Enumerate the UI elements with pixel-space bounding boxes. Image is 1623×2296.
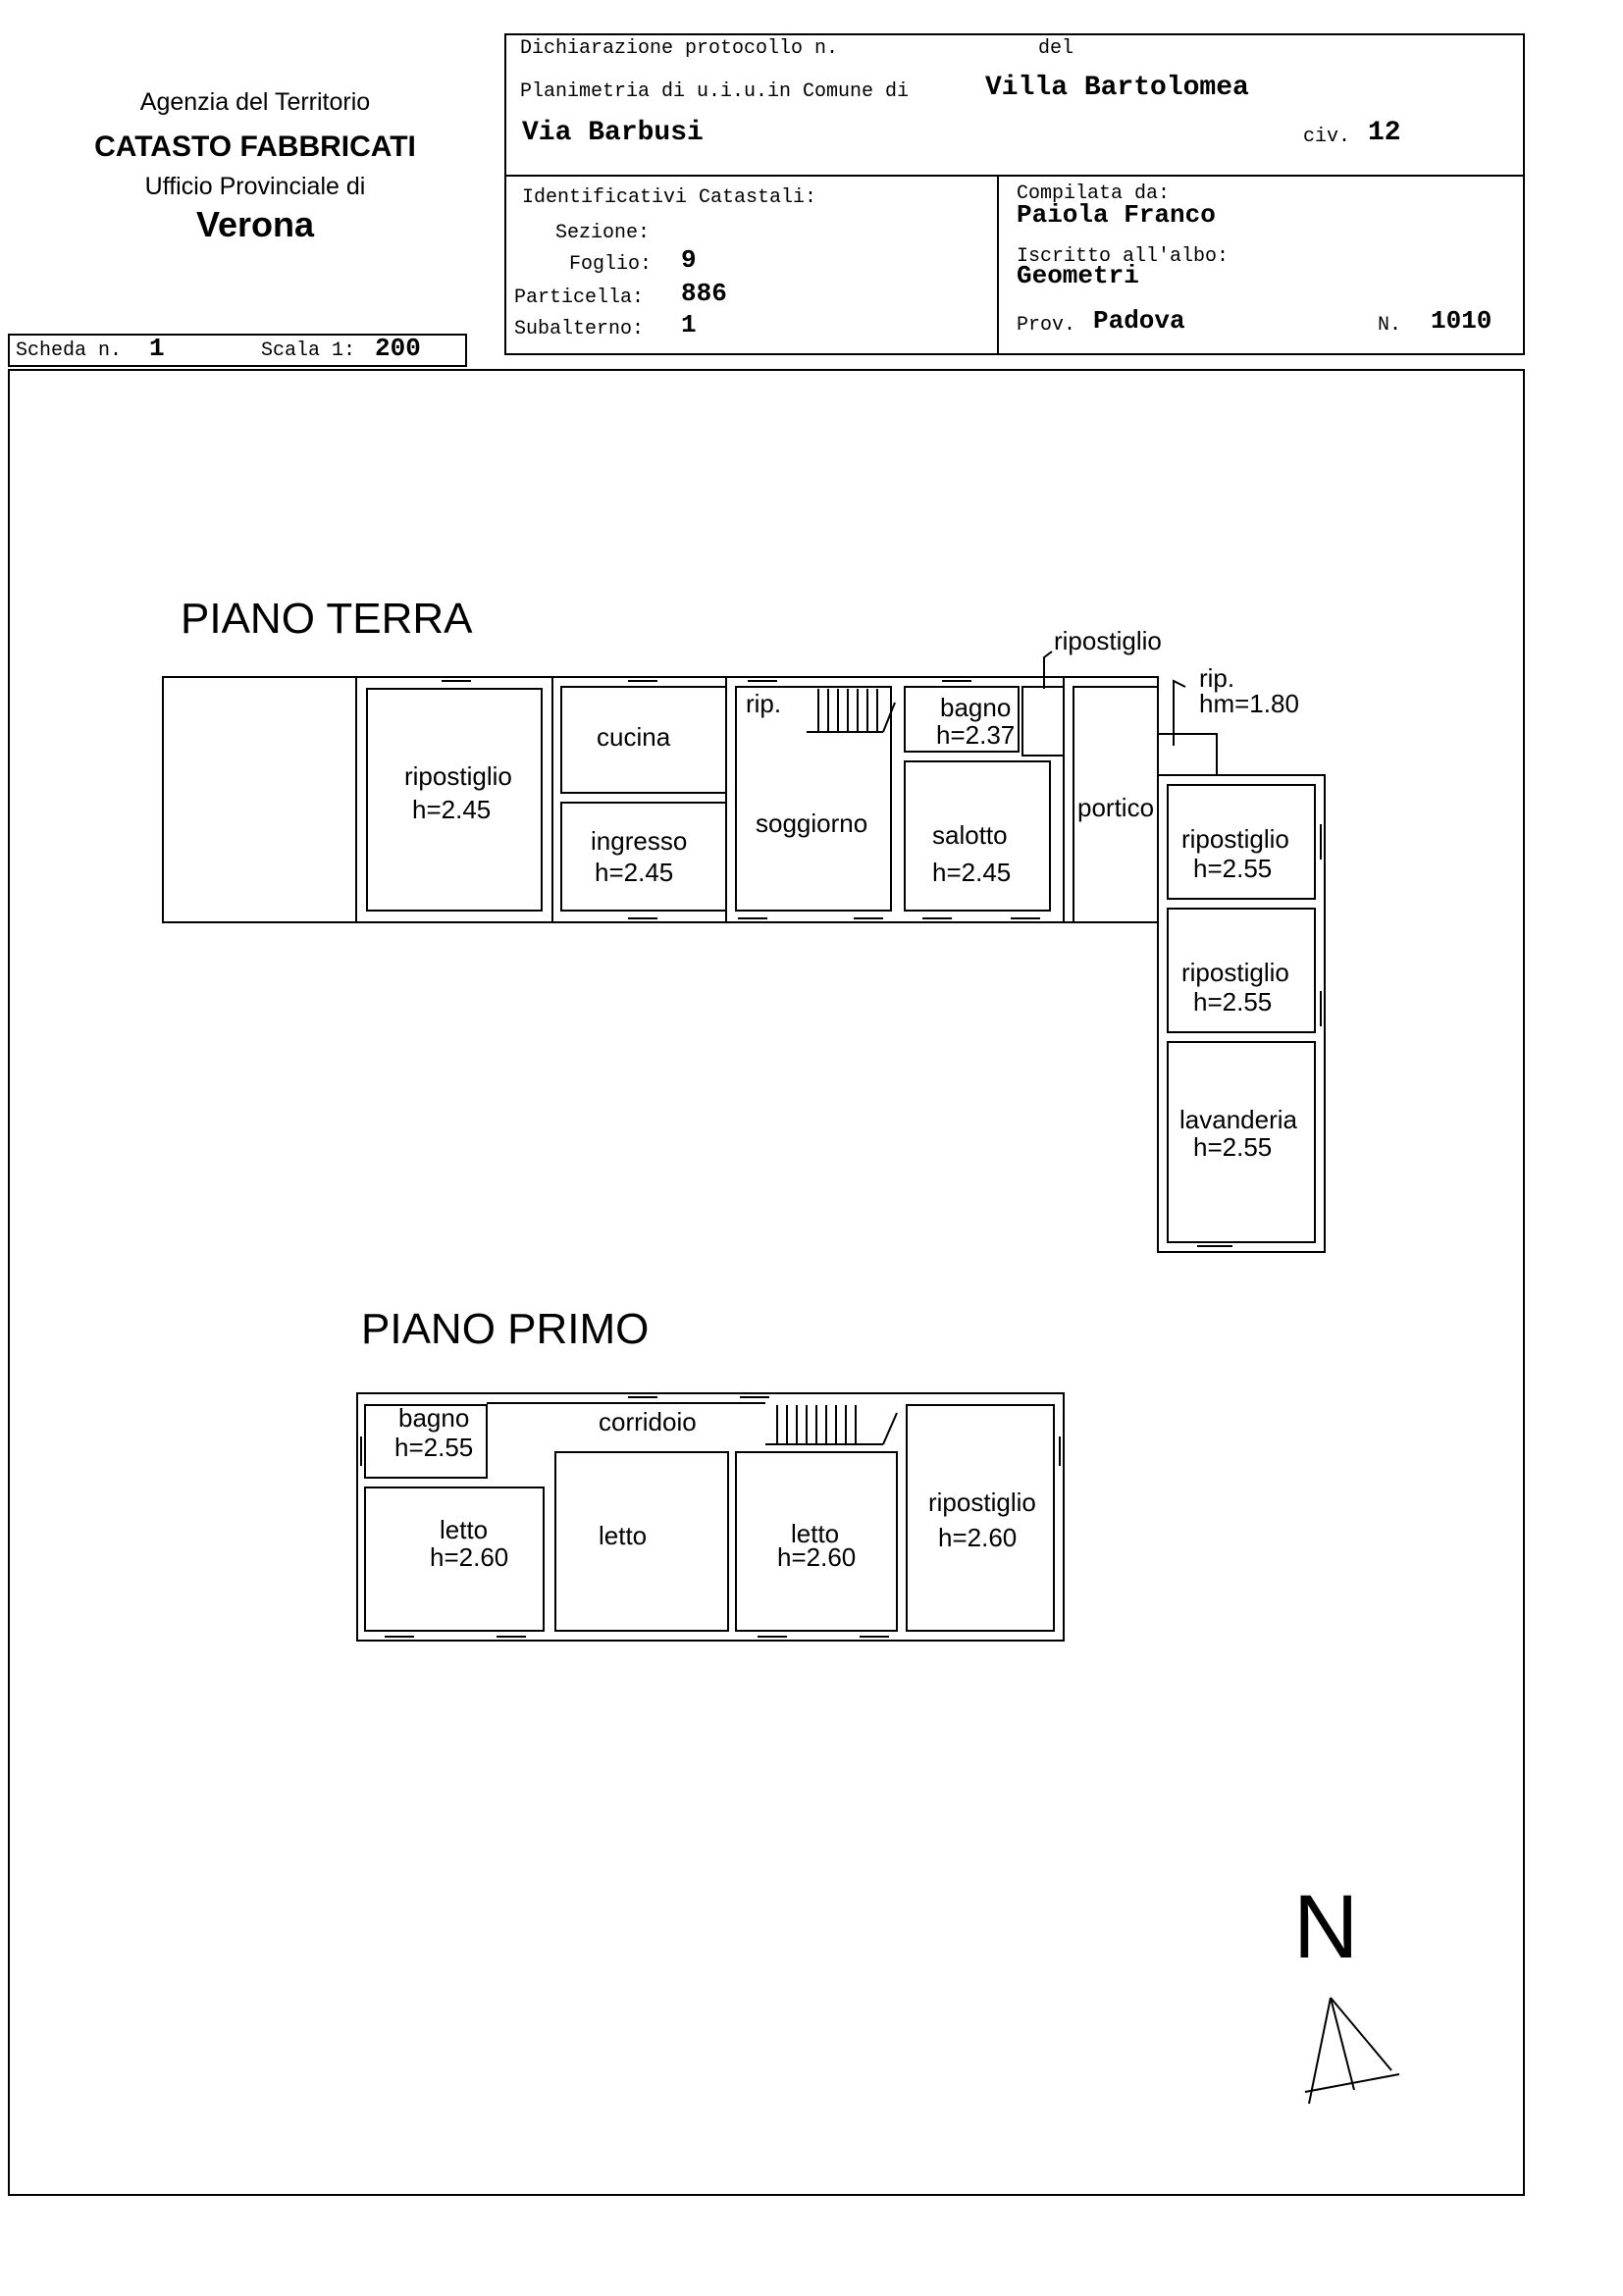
terra-label-rip: rip. xyxy=(746,689,782,718)
sezione-label: Sezione: xyxy=(555,222,651,244)
terra-label-portico: portico xyxy=(1077,793,1155,822)
primo-label-letto-a: letto xyxy=(440,1515,489,1544)
n-value: 1010 xyxy=(1431,306,1492,336)
terra-label-salotto: salotto xyxy=(932,820,1008,850)
terra-label-ingresso: ingresso xyxy=(591,826,688,856)
terra-label-ripostiglio-c-h: h=2.55 xyxy=(1193,987,1273,1017)
civ-value: 12 xyxy=(1368,118,1401,148)
primo-label-letto-c-h: h=2.60 xyxy=(777,1542,857,1572)
identificativi-title: Identificativi Catastali: xyxy=(522,186,817,209)
terra-label-salotto-h: h=2.45 xyxy=(932,858,1012,887)
dichiarazione-label: Dichiarazione protocollo n. xyxy=(520,37,839,60)
particella-value: 886 xyxy=(681,279,727,308)
civ-label: civ. xyxy=(1303,126,1351,148)
albo-value: Geometri xyxy=(1017,261,1139,290)
piano-terra-title: PIANO TERRA xyxy=(181,595,473,643)
compilata-title: Compilata da: xyxy=(1017,183,1171,205)
scheda-label: Scheda n. xyxy=(16,339,123,362)
terra-label-lavanderia: lavanderia xyxy=(1179,1105,1297,1134)
primo-label-ripostiglio: ripostiglio xyxy=(928,1487,1036,1517)
agency-name: Agenzia del Territorio xyxy=(139,88,371,116)
north-arrow-lines xyxy=(1305,1998,1399,2104)
terra-label-ripostiglio-b: ripostiglio xyxy=(1181,824,1289,854)
subalterno-value: 1 xyxy=(681,310,697,339)
terra-label-ripostiglio-c: ripostiglio xyxy=(1181,958,1289,987)
terra-label-rip2: rip. xyxy=(1199,663,1235,693)
primo-label-ripostiglio-h: h=2.60 xyxy=(938,1523,1018,1552)
provincia-name: Verona xyxy=(195,204,315,244)
compilata-name: Paiola Franco xyxy=(1017,200,1216,230)
prov-value: Padova xyxy=(1093,306,1185,336)
iscritto-label: Iscritto all'albo: xyxy=(1017,245,1230,268)
subalterno-label: Subalterno: xyxy=(514,318,645,340)
foglio-label: Foglio: xyxy=(569,253,653,276)
terra-stairs xyxy=(807,689,895,732)
terra-label-cucina: cucina xyxy=(597,722,671,752)
primo-room-ripostiglio xyxy=(907,1405,1054,1631)
primo-label-letto-b: letto xyxy=(599,1521,648,1550)
terra-label-rip2-h: hm=1.80 xyxy=(1199,689,1299,718)
terra-label-bagno-h: h=2.37 xyxy=(936,720,1016,750)
terra-room-rip-hm xyxy=(1158,734,1217,775)
scala-value: 200 xyxy=(375,334,421,363)
primo-label-bagno-h: h=2.55 xyxy=(394,1433,474,1462)
terra-label-ripostiglio: ripostiglio xyxy=(1054,626,1162,655)
via-value: Via Barbusi xyxy=(522,118,704,148)
terra-label-ripostiglio-a: ripostiglio xyxy=(404,761,512,791)
primo-label-bagno: bagno xyxy=(398,1403,470,1433)
terra-room-ingresso xyxy=(561,803,726,911)
ufficio-label: Ufficio Provinciale di xyxy=(144,173,366,200)
terra-label-ingresso-h: h=2.45 xyxy=(595,858,674,887)
primo-label-letto-c: letto xyxy=(791,1519,840,1548)
primo-label-letto-a-h: h=2.60 xyxy=(430,1542,509,1572)
north-label: N xyxy=(1293,1877,1359,1977)
prov-label: Prov. xyxy=(1017,314,1076,337)
scheda-value: 1 xyxy=(149,334,165,363)
terra-label-bagno: bagno xyxy=(940,693,1012,722)
piano-primo-title: PIANO PRIMO xyxy=(361,1305,650,1353)
terra-room-ripostiglio-small xyxy=(1022,687,1064,756)
terra-label-lavanderia-h: h=2.55 xyxy=(1193,1132,1273,1162)
foglio-value: 9 xyxy=(681,245,697,275)
primo-stairs xyxy=(765,1405,897,1444)
del-label: del xyxy=(1038,37,1074,60)
n-label: N. xyxy=(1378,314,1402,337)
terra-label-ripostiglio-a-h: h=2.45 xyxy=(412,795,492,824)
terra-label-ripostiglio-b-h: h=2.55 xyxy=(1193,854,1273,883)
comune-value: Villa Bartolomea xyxy=(985,73,1249,103)
scala-label: Scala 1: xyxy=(261,339,356,362)
catasto-title: CATASTO FABBRICATI xyxy=(94,130,416,163)
planimetria-label: Planimetria di u.i.u.in Comune di xyxy=(520,80,910,103)
terra-label-soggiorno: soggiorno xyxy=(756,809,868,838)
particella-label: Particella: xyxy=(514,287,645,309)
primo-label-corridoio: corridoio xyxy=(599,1407,697,1436)
